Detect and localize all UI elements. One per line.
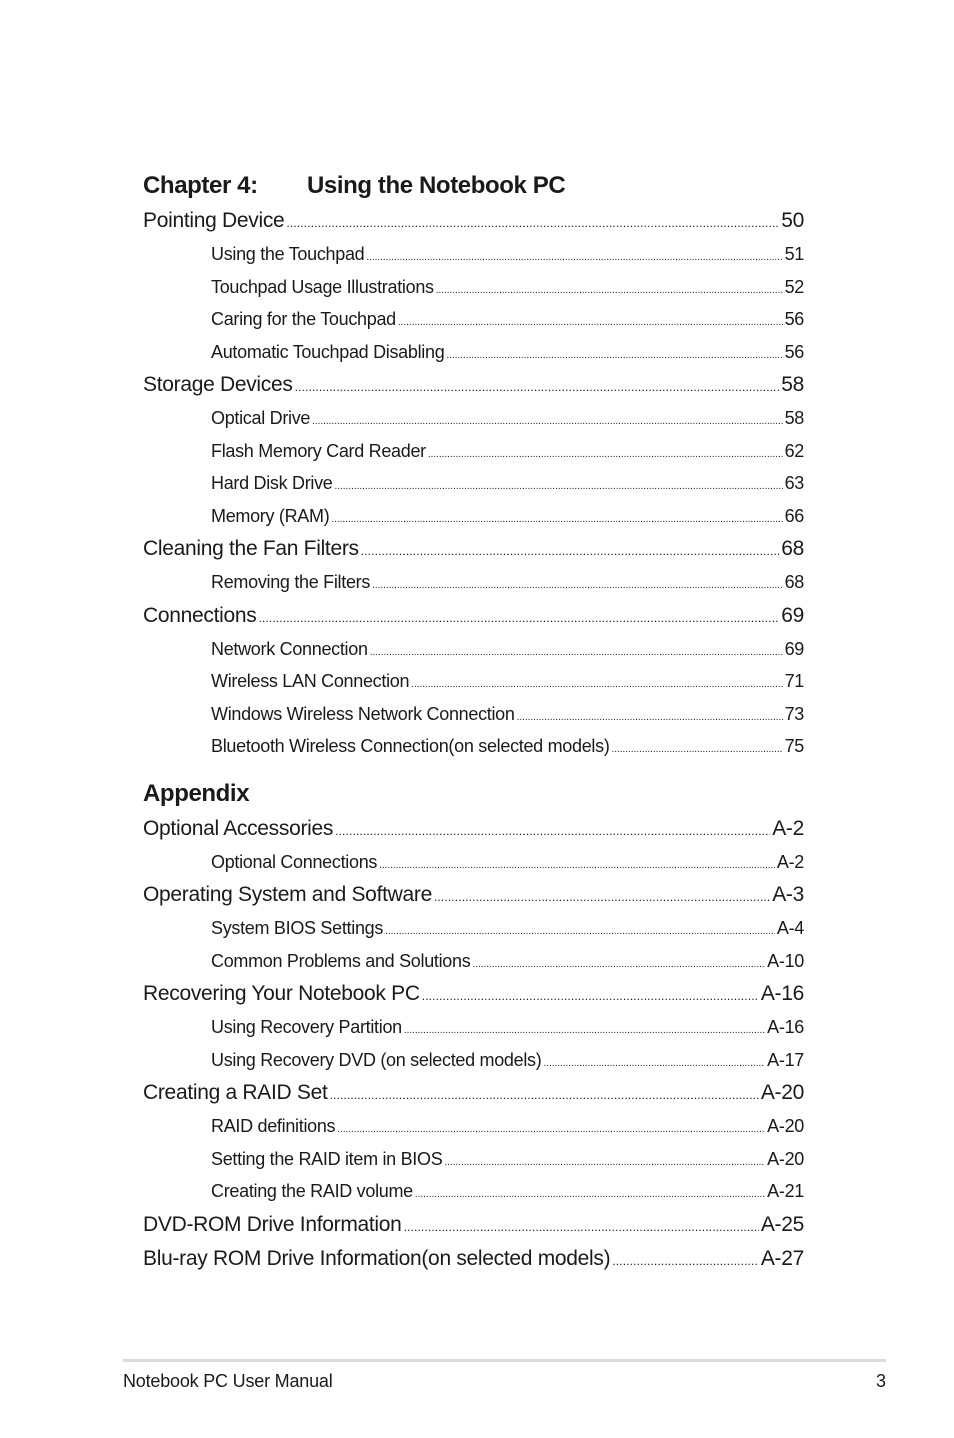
toc-subsection-entry[interactable] — [143, 846, 804, 879]
toc-entry-page: A-20 — [767, 1148, 804, 1169]
toc-entry-page: 58 — [781, 373, 804, 396]
toc-entry-page: A-25 — [760, 1212, 804, 1236]
toc-subsection-entry[interactable] — [143, 500, 804, 533]
toc-subsection-entry[interactable] — [143, 1110, 804, 1143]
toc-entry-label: Flash Memory Card Reader — [211, 440, 426, 461]
dot-leader — [366, 242, 782, 271]
toc-entry-label: Cleaning the Fan Filters — [143, 537, 359, 560]
toc-subsection-entry[interactable] — [143, 435, 804, 468]
toc-entry-page: 69 — [781, 603, 804, 627]
toc-entry-page: A-3 — [772, 883, 804, 906]
toc-subsection-entry[interactable] — [143, 633, 804, 666]
toc-section-entry[interactable] — [143, 1076, 804, 1110]
toc-entry-label: Storage Devices — [143, 373, 293, 396]
dot-leader — [361, 534, 779, 566]
toc-entry-page: A-17 — [767, 1049, 804, 1070]
toc-entry-label: Optional Connections — [211, 851, 378, 872]
toc-subsection-entry[interactable] — [143, 1175, 804, 1208]
toc-entry-label: DVD-ROM Drive Information — [143, 1212, 402, 1236]
toc-entry-page: 56 — [784, 341, 804, 362]
toc-subsection-entry[interactable] — [143, 402, 804, 435]
toc-entry-label: Blu-ray ROM Drive Information(on selected models) — [143, 1246, 611, 1270]
chapter-title: Using the Notebook PC — [307, 172, 566, 199]
toc-subsection-entry[interactable] — [143, 238, 804, 271]
dot-leader — [434, 880, 770, 912]
toc-entry-page: 58 — [784, 408, 804, 428]
toc-entry-page: 71 — [784, 671, 804, 691]
dot-leader — [398, 307, 783, 336]
dot-leader — [612, 734, 783, 763]
dot-leader — [411, 669, 782, 698]
dot-leader — [543, 1048, 765, 1077]
dot-leader — [337, 1114, 765, 1143]
footer-manual-title: Notebook PC User Manual — [123, 1371, 333, 1391]
toc-entry-label: Optical Drive — [211, 408, 311, 428]
chapter-number: Chapter 4: — [143, 172, 258, 199]
toc-entry-label: Wireless LAN Connection — [211, 671, 410, 691]
toc-entry-page: A-16 — [760, 982, 804, 1005]
dot-leader — [335, 814, 770, 846]
toc-entry-label: Hard Disk Drive — [211, 473, 333, 493]
dot-leader — [379, 850, 775, 879]
dot-leader — [331, 504, 782, 533]
dot-leader — [372, 570, 783, 599]
toc-subsection-entry[interactable] — [143, 467, 804, 500]
dot-leader — [258, 601, 779, 633]
toc-entry-label: RAID definitions — [211, 1116, 336, 1136]
toc-entry-page: A-27 — [760, 1246, 804, 1270]
appendix-entry-list — [143, 812, 804, 1276]
toc-entry-label: Bluetooth Wireless Connection(on selected models) — [211, 736, 610, 756]
toc-subsection-entry[interactable] — [143, 1011, 804, 1044]
chapter-heading — [143, 168, 804, 204]
toc-subsection-entry[interactable] — [143, 730, 804, 763]
dot-leader — [612, 1244, 759, 1276]
toc-entry-label: Optional Accessories — [143, 816, 334, 840]
toc-entry-page: A-20 — [767, 1116, 804, 1136]
toc-entry-label: Touchpad Usage Illustrations — [211, 276, 434, 297]
table-of-contents — [143, 168, 804, 1276]
toc-entry-label: Operating System and Software — [143, 883, 432, 906]
toc-entry-label: Using Recovery Partition — [211, 1017, 402, 1037]
toc-entry-label: Network Connection — [211, 638, 368, 659]
toc-entry-label: Caring for the Touchpad — [211, 309, 396, 329]
appendix-heading — [143, 776, 804, 812]
dot-leader — [295, 370, 780, 402]
toc-entry-page: 63 — [784, 473, 804, 493]
toc-entry-label: Common Problems and Solutions — [211, 950, 471, 971]
toc-entry-page: 50 — [781, 209, 804, 232]
toc-entry-page: 75 — [784, 736, 804, 756]
toc-entry-label: Automatic Touchpad Disabling — [211, 341, 445, 362]
chapter-entry-list — [143, 204, 804, 763]
dot-leader — [335, 471, 783, 500]
dot-leader — [517, 702, 783, 731]
toc-subsection-entry[interactable] — [143, 698, 804, 731]
toc-section-entry[interactable] — [143, 812, 804, 846]
toc-subsection-entry[interactable] — [143, 1044, 804, 1077]
dot-leader — [428, 439, 783, 468]
dot-leader — [286, 206, 779, 238]
footer-divider — [123, 1359, 886, 1362]
toc-entry-page: 56 — [784, 309, 804, 329]
toc-entry-page: A-20 — [760, 1081, 804, 1104]
toc-section-entry[interactable] — [143, 878, 804, 912]
toc-entry-page: A-21 — [767, 1181, 804, 1201]
toc-entry-page: 73 — [784, 703, 804, 724]
toc-subsection-entry[interactable] — [143, 566, 804, 599]
toc-entry-label: Removing the Filters — [211, 572, 371, 592]
dot-leader — [404, 1210, 759, 1242]
toc-subsection-entry[interactable] — [143, 303, 804, 336]
dot-leader — [370, 637, 783, 666]
dot-leader — [446, 340, 782, 369]
toc-entry-page: 68 — [781, 537, 804, 560]
toc-entry-label: Creating a RAID Set — [143, 1081, 328, 1104]
toc-entry-label: Creating the RAID volume — [211, 1181, 413, 1201]
toc-entry-label: Setting the RAID item in BIOS — [211, 1148, 443, 1169]
toc-entry-page: A-2 — [772, 816, 804, 840]
toc-section-entry[interactable] — [143, 368, 804, 402]
toc-section-entry[interactable] — [143, 599, 804, 633]
toc-subsection-entry[interactable] — [143, 912, 804, 945]
toc-section-entry[interactable] — [143, 532, 804, 566]
toc-entry-label: Using Recovery DVD (on selected models) — [211, 1049, 542, 1070]
dot-leader — [422, 979, 759, 1011]
toc-entry-label: Connections — [143, 603, 257, 627]
toc-entry-page: 68 — [784, 572, 804, 592]
toc-entry-page: A-2 — [776, 851, 804, 872]
toc-section-entry[interactable] — [143, 1208, 804, 1242]
toc-subsection-entry[interactable] — [143, 945, 804, 978]
dot-leader — [444, 1147, 765, 1176]
toc-entry-page: A-16 — [767, 1017, 804, 1037]
toc-entry-page: 62 — [784, 440, 804, 461]
dot-leader — [404, 1015, 765, 1044]
dot-leader — [330, 1078, 759, 1110]
dot-leader — [472, 949, 765, 978]
toc-section-entry[interactable] — [143, 977, 804, 1011]
toc-entry-label: Using the Touchpad — [211, 244, 365, 264]
toc-entry-label: Pointing Device — [143, 209, 285, 232]
toc-subsection-entry[interactable] — [143, 665, 804, 698]
dot-leader — [415, 1179, 765, 1208]
toc-subsection-entry[interactable] — [143, 336, 804, 369]
toc-entry-label: Windows Wireless Network Connection — [211, 703, 515, 724]
dot-leader — [385, 916, 775, 945]
footer-page-number: 3 — [875, 1371, 886, 1391]
toc-subsection-entry[interactable] — [143, 271, 804, 304]
dot-leader — [436, 275, 783, 304]
toc-entry-label: System BIOS Settings — [211, 918, 384, 938]
toc-entry-page: 69 — [784, 638, 804, 659]
toc-entry-page: A-10 — [767, 950, 804, 971]
toc-entry-page: 66 — [784, 505, 804, 526]
dot-leader — [312, 406, 782, 435]
toc-entry-page: 52 — [784, 276, 804, 297]
toc-entry-page: A-4 — [776, 918, 804, 938]
toc-entry-page: 51 — [784, 244, 804, 264]
toc-section-entry[interactable] — [143, 1242, 804, 1276]
toc-section-entry[interactable] — [143, 204, 804, 238]
toc-subsection-entry[interactable] — [143, 1143, 804, 1176]
toc-entry-label: Recovering Your Notebook PC — [143, 982, 420, 1005]
toc-entry-label: Memory (RAM) — [211, 505, 330, 526]
appendix-title: Appendix — [143, 779, 250, 807]
